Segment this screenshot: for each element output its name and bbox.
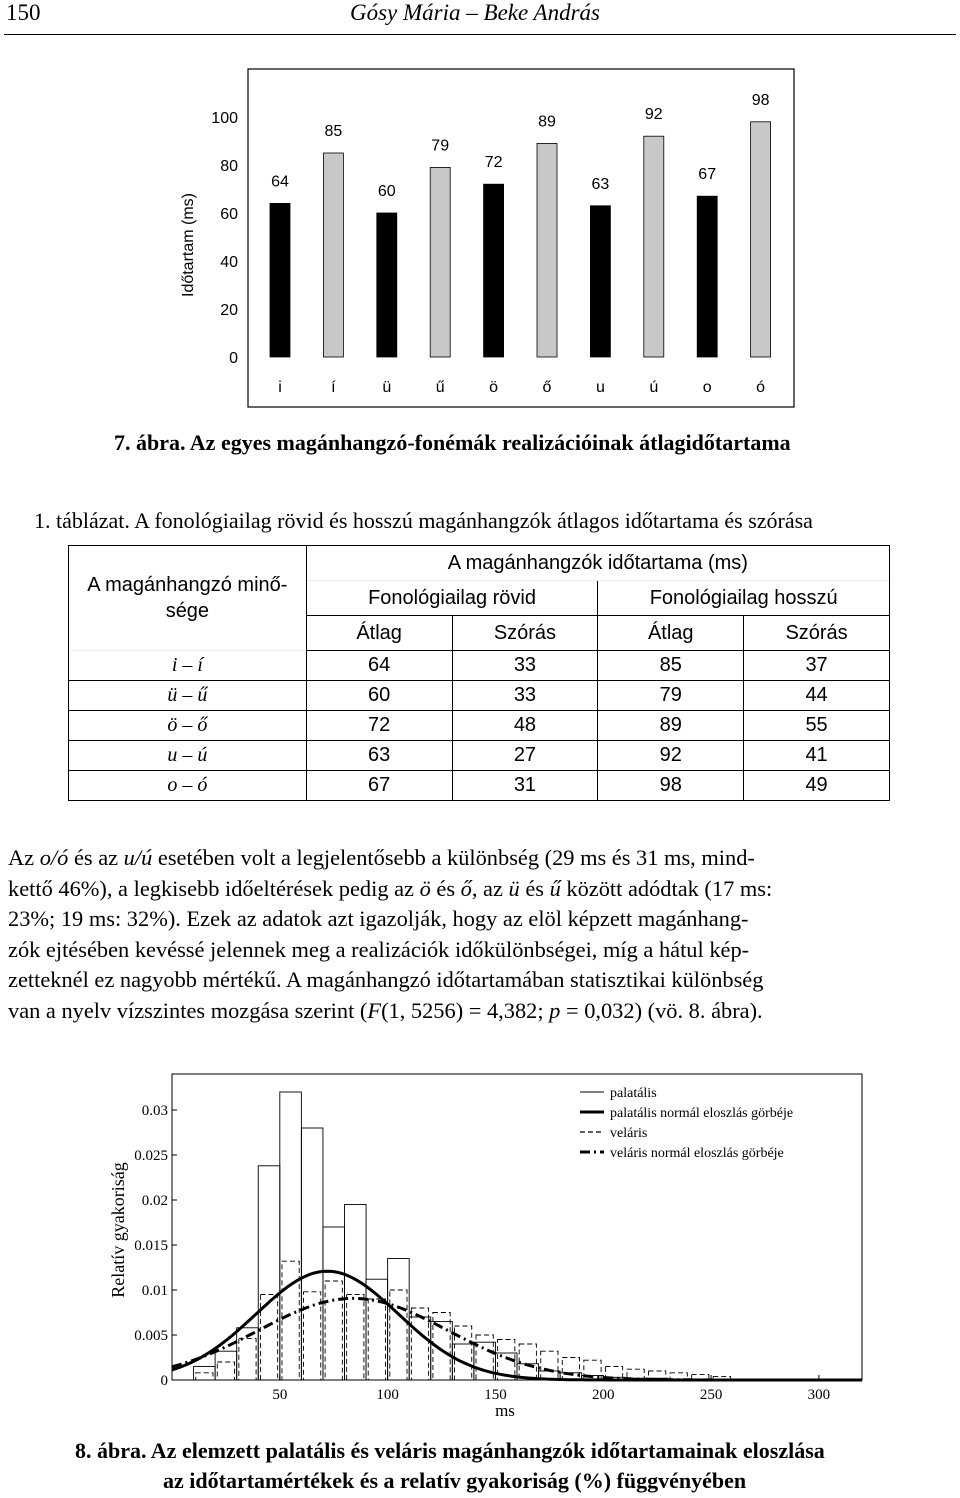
cell: 64	[306, 651, 452, 681]
legend-label: veláris normál eloszlás görbéje	[610, 1146, 784, 1161]
figure-8-caption-line2: az időtartamértékek és a relatív gyakoriság (%) függvényében	[163, 1468, 747, 1493]
bar	[644, 136, 664, 357]
figure-7-ylabel: Időtartam (ms)	[180, 192, 197, 298]
sub-header-short: Fonológiailag rövid	[306, 581, 598, 616]
cell: 37	[744, 651, 890, 681]
y-tick-label: 40	[220, 254, 238, 271]
category-label: ó	[756, 379, 766, 396]
bar	[323, 153, 343, 357]
bar	[537, 143, 557, 357]
bar	[751, 122, 771, 357]
category-label: o	[702, 379, 712, 396]
bar-value-label: 67	[698, 166, 717, 184]
paragraph-line: zók ejtésében kevéssé jelennek meg a realizációk időkülönbségei, míg a hátul kép-	[8, 936, 750, 962]
bar-value-label: 89	[538, 113, 556, 131]
page-header	[0, 0, 960, 36]
row-label: ö – ő	[69, 711, 307, 741]
table-row	[69, 741, 890, 771]
bar-value-label: 60	[377, 183, 396, 200]
col-header: Átlag	[598, 616, 744, 651]
x-tick-label: 50	[272, 1387, 288, 1403]
paragraph-line: zetteknél ez nagyobb mértékű. A magánhangzó időtartamában statisztikai különbség	[8, 967, 764, 992]
bar	[377, 213, 397, 357]
cell: 85	[598, 651, 744, 681]
header-rule	[4, 34, 956, 35]
y-tick-label: 20	[220, 302, 238, 319]
velar-bar	[519, 1344, 536, 1380]
velar-bar	[325, 1281, 342, 1380]
category-label: ő	[542, 379, 552, 396]
y-tick-label: 0.005	[134, 1328, 168, 1344]
row-label: u – ú	[69, 741, 307, 771]
y-tick-label: 100	[211, 110, 238, 127]
col-header: Szórás	[452, 616, 598, 651]
table-row	[69, 651, 890, 681]
row-header-cell	[69, 546, 307, 651]
bar	[270, 203, 290, 357]
cell: 63	[306, 741, 452, 771]
row-header-line2: sége	[165, 600, 210, 622]
legend-label: palatális	[610, 1086, 657, 1101]
bar	[484, 184, 504, 357]
x-tick-label: 250	[699, 1387, 723, 1403]
paragraph-line: 23%; 19 ms: 32%). Ezek az adatok azt igazolják, hogy az elöl képzett magánhang-	[8, 906, 749, 931]
palatal-bar	[474, 1342, 496, 1380]
paragraph-line: kettő 46%), a legkisebb időeltérések pedig az ö és ő, az ü és ű között adódtak (17 ms:	[8, 875, 773, 901]
velar-bar	[217, 1362, 234, 1380]
velar-bar	[196, 1373, 213, 1380]
cell: 49	[744, 771, 890, 801]
velar-bar	[304, 1292, 321, 1380]
category-label: i	[278, 379, 282, 396]
y-tick-label: 0	[160, 1373, 168, 1389]
group-header: A magánhangzók időtartama (ms)	[306, 546, 889, 581]
palatal-bar	[258, 1166, 280, 1380]
category-label: ű	[435, 379, 445, 396]
category-label: u	[595, 379, 605, 396]
cell: 67	[306, 771, 452, 801]
velar-bar	[411, 1308, 428, 1380]
palatal-bar	[301, 1128, 323, 1380]
velar-bar	[347, 1295, 364, 1381]
body-paragraph	[8, 843, 956, 1026]
bar-value-label: 92	[644, 106, 663, 124]
y-tick-label: 0.01	[141, 1283, 168, 1299]
cell: 79	[598, 681, 744, 711]
figure-8-histogram	[0, 1060, 960, 1430]
cell: 72	[306, 711, 452, 741]
bar	[430, 167, 450, 357]
row-label: ü – ű	[69, 681, 307, 711]
cell: 60	[306, 681, 452, 711]
velar-bar	[541, 1351, 558, 1380]
bar	[697, 196, 717, 357]
palatal-bar	[345, 1205, 367, 1381]
y-tick-label: 80	[220, 158, 238, 175]
cell: 89	[598, 711, 744, 741]
y-tick-label: 0.025	[134, 1148, 168, 1164]
y-tick-label: 0	[229, 350, 238, 367]
page-number: 150	[6, 0, 41, 25]
cell: 98	[598, 771, 744, 801]
y-tick-label: 0.015	[134, 1238, 168, 1254]
cell: 33	[452, 651, 598, 681]
cell: 41	[744, 741, 890, 771]
row-label: i – í	[69, 651, 307, 681]
velar-bar	[562, 1358, 579, 1381]
figure-8-caption-line1: 8. ábra. Az elemzett palatális és veláris magánhangzók időtartamainak eloszlása	[75, 1438, 825, 1463]
y-tick-label: 0.03	[141, 1103, 168, 1119]
bar-value-label: 98	[751, 91, 770, 109]
cell: 33	[452, 681, 598, 711]
duration-table	[68, 545, 890, 801]
bar-value-label: 64	[271, 173, 289, 191]
cell: 92	[598, 741, 744, 771]
y-tick-label: 0.02	[141, 1193, 168, 1209]
cell: 27	[452, 741, 598, 771]
y-tick-label: 60	[220, 206, 238, 223]
category-label: ü	[382, 379, 392, 396]
category-label: í	[331, 379, 336, 396]
category-label: ú	[649, 379, 659, 396]
x-tick-label: 100	[376, 1387, 399, 1403]
cell: 48	[452, 711, 598, 741]
table-row	[69, 711, 890, 741]
cell: 55	[744, 711, 890, 741]
figure-7-bar-chart	[0, 60, 960, 420]
paragraph-line: Az o/ó és az u/ú esetében volt a legjelentősebb a különbség (29 ms és 31 ms, mind-	[8, 845, 755, 870]
bar	[590, 206, 610, 357]
cell: 44	[744, 681, 890, 711]
x-tick-label: 200	[592, 1387, 615, 1403]
legend-label: veláris	[610, 1126, 648, 1141]
velar-bar	[239, 1339, 256, 1380]
x-tick-label: 300	[807, 1387, 831, 1403]
table-1-caption: 1. táblázat. A fonológiailag rövid és hosszú magánhangzók átlagos időtartama és szórása	[34, 508, 813, 533]
running-head: Gósy Mária – Beke András	[350, 0, 600, 25]
legend-label: palatális normál eloszlás görbéje	[610, 1106, 794, 1121]
figure-8-xlabel: ms	[495, 1401, 515, 1420]
velar-bar	[368, 1299, 385, 1380]
figure-7-caption: 7. ábra. Az egyes magánhangzó-fonémák realizációinak átlagidőtartama	[114, 430, 791, 455]
cell: 31	[452, 771, 598, 801]
palatal-bar	[323, 1227, 345, 1380]
velar-bar	[282, 1261, 299, 1380]
row-label: o – ó	[69, 771, 307, 801]
bar-value-label: 79	[431, 137, 450, 155]
bar-value-label: 63	[591, 175, 610, 193]
bar-value-label: 72	[484, 154, 503, 172]
figure-8-ylabel: Relatív gyakoriság	[108, 1162, 128, 1298]
paragraph-line: van a nyelv vízszintes mozgása szerint (F(1, 5256) = 4,382; p = 0,032) (vö. 8. ábra).	[8, 997, 763, 1023]
palatal-bar	[280, 1092, 302, 1380]
col-header: Szórás	[744, 616, 890, 651]
category-label: ö	[489, 379, 499, 396]
bar-value-label: 85	[324, 123, 343, 140]
x-tick-label: 150	[484, 1387, 507, 1403]
palatal-bar	[215, 1351, 237, 1380]
row-header-line1: A magánhangzó minő-	[87, 574, 288, 596]
table-row	[69, 771, 890, 801]
col-header: Átlag	[306, 616, 452, 651]
sub-header-long: Fonológiailag hosszú	[598, 581, 890, 616]
table-row	[69, 681, 890, 711]
